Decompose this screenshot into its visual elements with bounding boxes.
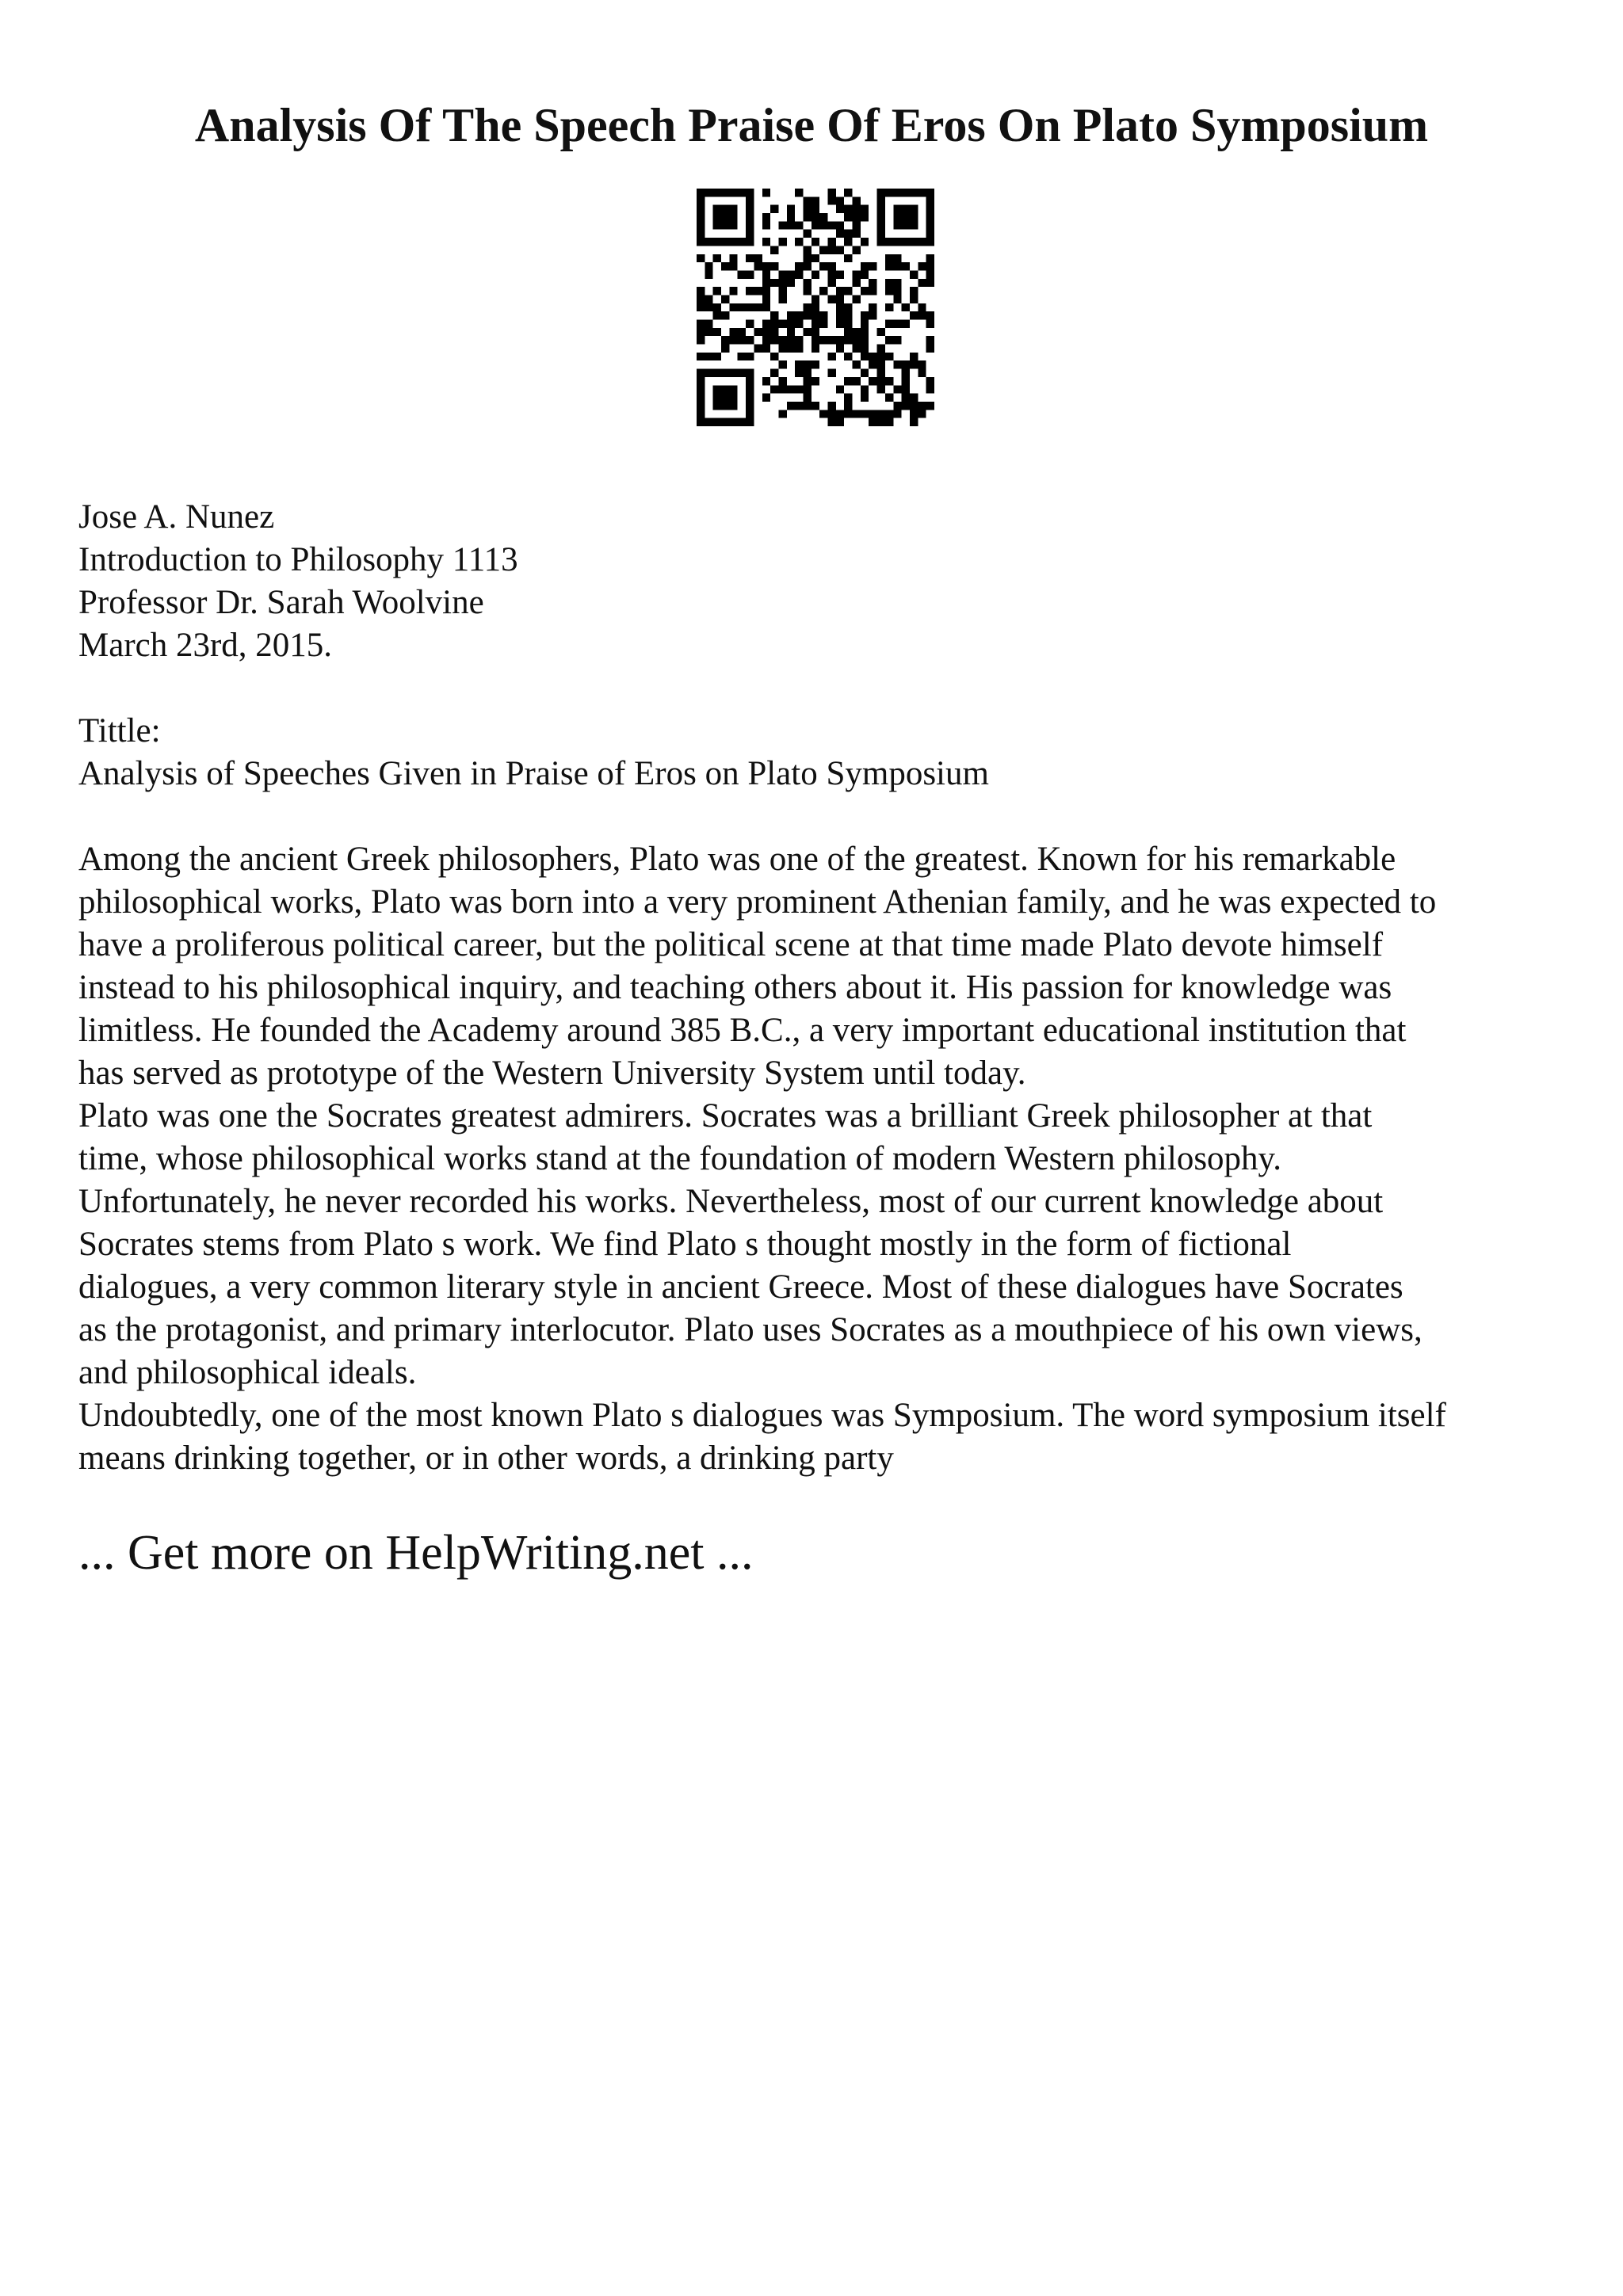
body-line: time, whose philosophical works stand at the foundation of modern Western philosophy. (78, 1140, 1282, 1177)
body-line: as the protagonist, and primary interlocutor. Plato uses Socrates as a mouthpiece of his own views, (78, 1311, 1423, 1348)
title-value: Analysis of Speeches Given in Praise of Eros on Plato Symposium (78, 755, 989, 792)
body-line: Plato was one the Socrates greatest admirers. Socrates was a brilliant Greek philosopher at that (78, 1097, 1373, 1135)
get-more-link[interactable]: ... Get more on HelpWriting.net ... (78, 1526, 754, 1580)
document-date: March 23rd, 2015. (78, 627, 333, 664)
body-line: instead to his philosophical inquiry, and teaching others about it. His passion for knowledge was (78, 969, 1392, 1006)
body-line: means drinking together, or in other words, a drinking party (78, 1440, 894, 1477)
qr-code-icon[interactable] (697, 189, 934, 426)
body-line: Socrates stems from Plato s work. We find Plato s thought mostly in the form of fictional (78, 1226, 1292, 1263)
body-line: have a proliferous political career, but the political scene at that time made Plato devote himself (78, 926, 1384, 963)
body-line: dialogues, a very common literary style in ancient Greece. Most of these dialogues have Socrates (78, 1268, 1403, 1306)
title-section (78, 710, 1584, 795)
course-name: Introduction to Philosophy 1113 (78, 541, 518, 578)
title-label: Tittle: (78, 712, 161, 749)
body-line: limitless. He founded the Academy around 385 B.C., a very important educational institution that (78, 1012, 1407, 1049)
body-line: Unfortunately, he never recorded his works. Nevertheless, most of our current knowledge about (78, 1183, 1384, 1220)
body-line: Undoubtedly, one of the most known Plato s dialogues was Symposium. The word symposium itself (78, 1397, 1446, 1434)
body-line: Among the ancient Greek philosophers, Plato was one of the greatest. Known for his remarkable (78, 841, 1396, 878)
body-line: philosophical works, Plato was born into a very prominent Athenian family, and he was expected to (78, 883, 1437, 921)
body-line: has served as prototype of the Western University System until today. (78, 1055, 1026, 1092)
body-text (78, 838, 1584, 1480)
professor-name: Professor Dr. Sarah Woolvine (78, 584, 484, 621)
author-info (78, 496, 1584, 667)
page-title: Analysis Of The Speech Praise Of Eros On Plato Symposium (194, 99, 1429, 151)
author-name: Jose A. Nunez (78, 498, 275, 536)
body-line: and philosophical ideals. (78, 1354, 417, 1391)
